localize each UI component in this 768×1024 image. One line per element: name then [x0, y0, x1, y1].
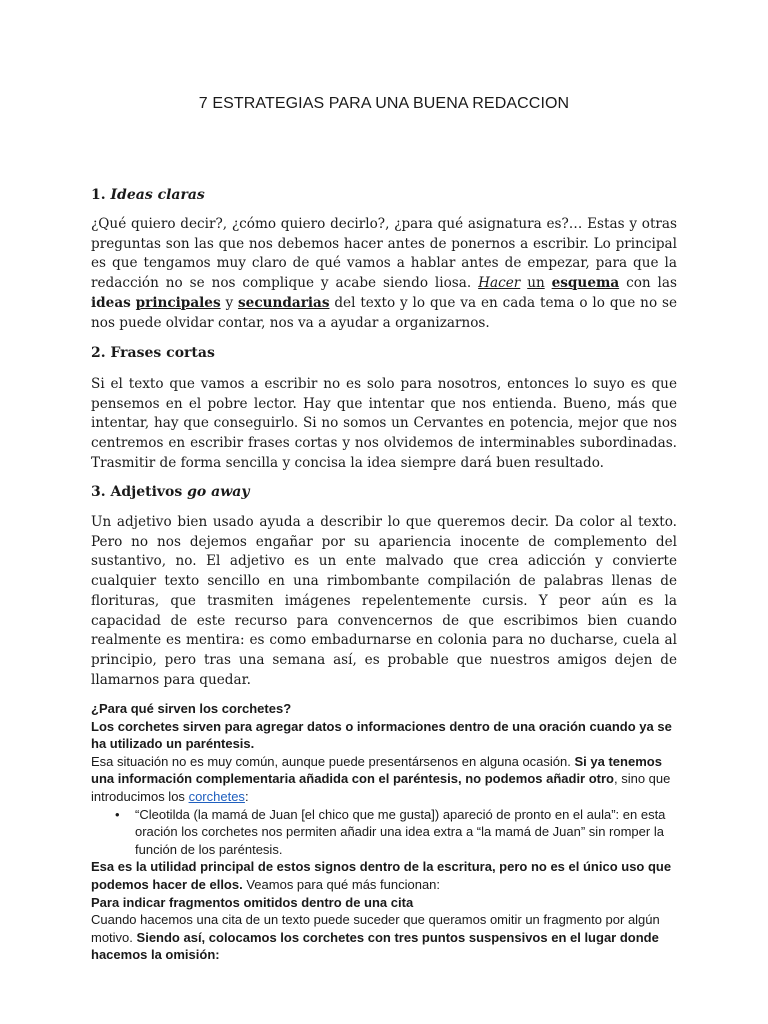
cita-normal: Cuando hacemos una cita de un texto puede suceder que queramos omitir un fragmento por algún motivo.	[91, 912, 660, 945]
word-un: un	[527, 275, 545, 292]
section1-text-part2: del texto y lo que va en cada tema o lo que no se nos puede olvidar contar, nos va a ayudar a organizarnos.	[91, 294, 678, 331]
corchetes-block	[91, 700, 677, 964]
section2-heading: 2. Frases cortas	[91, 345, 215, 361]
bullet-text: “Cleotilda (la mamá de Juan [el chico que me gusta]) apareció de pronto en el aula”: en esta oración los corchetes nos permiten añadir una idea extra a “la mamá de Juan” sin romper la función de los paréntesis.	[135, 806, 666, 857]
utility-normal: Veamos para qué más funcionan:	[246, 876, 441, 892]
word-ideas: ideas	[91, 294, 131, 311]
corchetes-answer-text: Los corchetes sirven para agregar datos o informaciones dentro de una oración cuando ya se ha utilizado un paréntesis.	[91, 718, 672, 752]
corchetes-utility	[91, 858, 677, 893]
section2-paragraph: Si el texto que vamos a escribir no es solo para nosotros, entonces lo suyo es que pensemos en el pobre lector. Hay que intentar que nos entienda. Bueno, más que intentar, hay que conseguirlo. Si no somos un Cervantes en potencia, mejor que nos centremos en escribir frases cortas y nos olvidemos de interminables subordinadas. Trasmitir de forma sencilla y concisa la idea siempre dará buen resultado.	[91, 376, 677, 471]
word-esquema: esquema	[551, 275, 620, 292]
section3-heading	[91, 484, 249, 500]
utility-bold: Esa es la utilidad principal de estos signos dentro de la escritura, pero no es el único uso que podemos hacer de ellos.	[91, 859, 672, 892]
word-y: y	[225, 294, 234, 311]
section1-text-part1: ¿Qué quiero decir?, ¿cómo quiero decirlo?, ¿para qué asignatura es?… Estas y otras preguntas son las que nos debemos hacer antes de ponernos a escribir. Lo principal es que tengamos muy claro de qué vamos a hablar antes de empezar, para que la redacción no se nos complique y acabe siendo liosa.	[91, 216, 677, 292]
section3-heading-italic: go away	[187, 484, 250, 500]
section1-paragraph	[91, 215, 677, 333]
word-principales: principales	[135, 294, 221, 311]
situation-bold: Si ya tenemos una información complementaria añadida con el paréntesis, no podemos añadir otro	[91, 753, 662, 787]
subheading-text: Para indicar fragmentos omitidos dentro de una cita	[91, 894, 414, 910]
situation-tail: , sino que introducimos los	[91, 771, 671, 804]
corchetes-question	[91, 700, 677, 718]
section3-paragraph: Un adjetivo bien usado ayuda a describir lo que queremos decir. Da color al texto. Pero no nos dejemos engañar por su apariencia inocente de complemento del sustantivo, no. El adjetivo es un ente malvado que crea adicción y convierte cualquier texto sencillo en una rimbombante compilación de palabras llenas de florituras, que trasmiten imágenes repelentemente cursis. Y peor aún es la capacidad de este recurso para convencernos de que escribimos bien cuando realmente es mentira: es como embadurnarse en colonia para no ducharse, cuela al principio, pero tras una semana así, es probable que nuestros amigos dejen de llamarnos para quedar.	[91, 514, 677, 688]
corchetes-situation	[91, 753, 677, 806]
corchetes-link[interactable]: corchetes	[188, 788, 245, 804]
corchetes-subheading	[91, 894, 677, 912]
section1-heading-number: 1.	[91, 187, 106, 203]
situation-normal: Esa situación no es muy común, aunque puede presentársenos en alguna ocasión.	[91, 753, 571, 769]
bullet-dot: •	[115, 806, 120, 822]
corchetes-answer	[91, 718, 677, 753]
corchetes-cita	[91, 911, 677, 964]
cita-bold: Siendo así, colocamos los corchetes con tres puntos suspensivos en el lugar donde hacemos la omisión:	[91, 929, 659, 963]
word-hacer: Hacer	[478, 275, 521, 292]
section1-heading	[91, 187, 205, 203]
section3-heading-main: 3. Adjetivos	[91, 484, 183, 500]
word-secundarias: secundarias	[238, 294, 330, 311]
section1-heading-text: Ideas claras	[110, 187, 205, 203]
situation-colon: :	[244, 788, 249, 804]
corchetes-question-text: ¿Para qué sirven los corchetes?	[91, 701, 292, 716]
word-con-las: con las	[626, 275, 677, 292]
bullet-item	[91, 806, 677, 859]
document-title: 7 ESTRATEGIAS PARA UNA BUENA REDACCION	[198, 95, 570, 112]
